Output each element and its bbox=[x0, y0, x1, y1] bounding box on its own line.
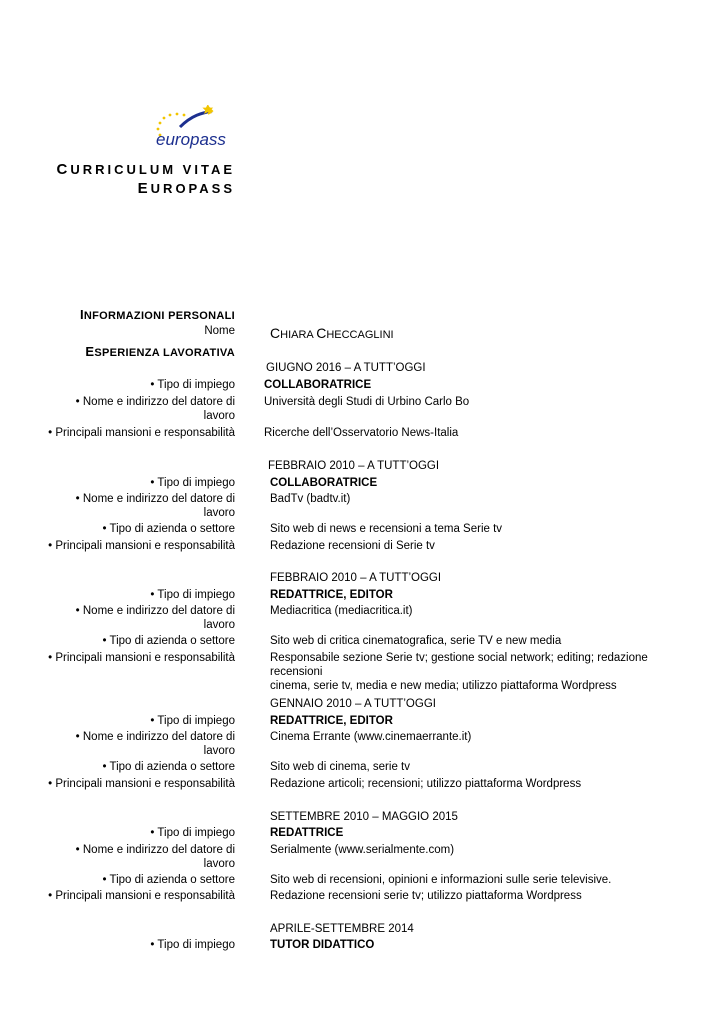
job5-sector-label: • Tipo di azienda o settore bbox=[102, 874, 235, 886]
job2-employer-label: • Nome e indirizzo del datore di lavoro bbox=[75, 493, 235, 519]
job4-employer: Cinema Errante (www.cinemaerrante.it) bbox=[270, 731, 472, 743]
europass-logo-icon bbox=[150, 105, 240, 153]
europass-logo bbox=[150, 105, 240, 153]
cv-title bbox=[57, 160, 235, 198]
job1-type-label: • Tipo di impiego bbox=[150, 379, 235, 391]
job4-period: GENNAIO 2010 – A TUTT’OGGI bbox=[270, 698, 436, 710]
name-value: CHIARA CHECCAGLINI bbox=[270, 325, 394, 341]
job6-type-label: • Tipo di impiego bbox=[150, 939, 235, 951]
job3-period: FEBBRAIO 2010 – A TUTT’OGGI bbox=[270, 572, 442, 584]
job4-sector-label: • Tipo di azienda o settore bbox=[102, 761, 235, 773]
job3-duties-label: • Principali mansioni e responsabilità bbox=[48, 652, 235, 664]
job2-employer: BadTv (badtv.it) bbox=[270, 493, 351, 505]
job3-role: REDATTRICE, EDITOR bbox=[270, 589, 393, 601]
job2-type-label: • Tipo di impiego bbox=[150, 477, 235, 489]
job5-role: REDATTRICE bbox=[270, 827, 344, 839]
cv-title-line2: EUROPASS bbox=[137, 180, 235, 197]
personal-info-heading: INFORMAZIONI PERSONALI bbox=[79, 307, 235, 322]
job6-role: TUTOR DIDATTICO bbox=[270, 939, 375, 951]
job5-duties: Redazione recensioni serie tv; utilizzo piattaforma Wordpress bbox=[270, 890, 582, 902]
job2-sector-label: • Tipo di azienda o settore bbox=[102, 523, 235, 535]
job5-employer-label: • Nome e indirizzo del datore di lavoro bbox=[75, 844, 235, 870]
job4-duties-label: • Principali mansioni e responsabilità bbox=[48, 778, 235, 790]
job2-period: FEBBRAIO 2010 – A TUTT’OGGI bbox=[268, 460, 440, 472]
job5-type-label: • Tipo di impiego bbox=[150, 827, 235, 839]
job4-type-label: • Tipo di impiego bbox=[150, 715, 235, 727]
name-label: Nome bbox=[204, 325, 235, 337]
job4-employer-label: • Nome e indirizzo del datore di lavoro bbox=[75, 731, 235, 757]
cv-title-line1: CURRICULUM VITAE bbox=[56, 161, 235, 178]
job1-duties: Ricerche dell’Osservatorio News-Italia bbox=[264, 427, 459, 439]
job6-period: APRILE-SETTEMBRE 2014 bbox=[270, 923, 414, 935]
job2-duties-label: • Principali mansioni e responsabilità bbox=[48, 540, 235, 552]
job3-type-label: • Tipo di impiego bbox=[150, 589, 235, 601]
job5-employer: Serialmente (www.serialmente.com) bbox=[270, 844, 455, 856]
job3-duties: Responsabile sezione Serie tv; gestione social network; editing; redazione recensioni cinema, serie tv, media e new media; utilizzo piattaforma Wordpress bbox=[270, 652, 648, 692]
job1-employer: Università degli Studi di Urbino Carlo Bo bbox=[264, 396, 470, 408]
job3-sector: Sito web di critica cinematografica, serie TV e new media bbox=[270, 635, 562, 647]
job4-role: REDATTRICE, EDITOR bbox=[270, 715, 393, 727]
job5-period: SETTEMBRE 2010 – MAGGIO 2015 bbox=[270, 811, 458, 823]
job5-sector: Sito web di recensioni, opinioni e informazioni sulle serie televisive. bbox=[270, 874, 612, 886]
job3-employer: Mediacritica (mediacritica.it) bbox=[270, 605, 413, 617]
experience-heading: ESPERIENZA LAVORATIVA bbox=[85, 344, 235, 359]
job1-role: COLLABORATRICE bbox=[264, 379, 372, 391]
svg-text:europass: europass bbox=[156, 130, 226, 149]
job3-employer-label: • Nome e indirizzo del datore di lavoro bbox=[75, 605, 235, 631]
job3-sector-label: • Tipo di azienda o settore bbox=[102, 635, 235, 647]
job1-duties-label: • Principali mansioni e responsabilità bbox=[48, 427, 235, 439]
job2-role: COLLABORATRICE bbox=[270, 477, 378, 489]
job4-sector: Sito web di cinema, serie tv bbox=[270, 761, 410, 773]
job2-sector: Sito web di news e recensioni a tema Serie tv bbox=[270, 523, 503, 535]
job4-duties: Redazione articoli; recensioni; utilizzo piattaforma Wordpress bbox=[270, 778, 582, 790]
job5-duties-label: • Principali mansioni e responsabilità bbox=[48, 890, 235, 902]
job2-duties: Redazione recensioni di Serie tv bbox=[270, 540, 435, 552]
job1-employer-label: • Nome e indirizzo del datore di lavoro bbox=[75, 396, 235, 422]
job1-period: GIUGNO 2016 – A TUTT’OGGI bbox=[266, 362, 426, 374]
